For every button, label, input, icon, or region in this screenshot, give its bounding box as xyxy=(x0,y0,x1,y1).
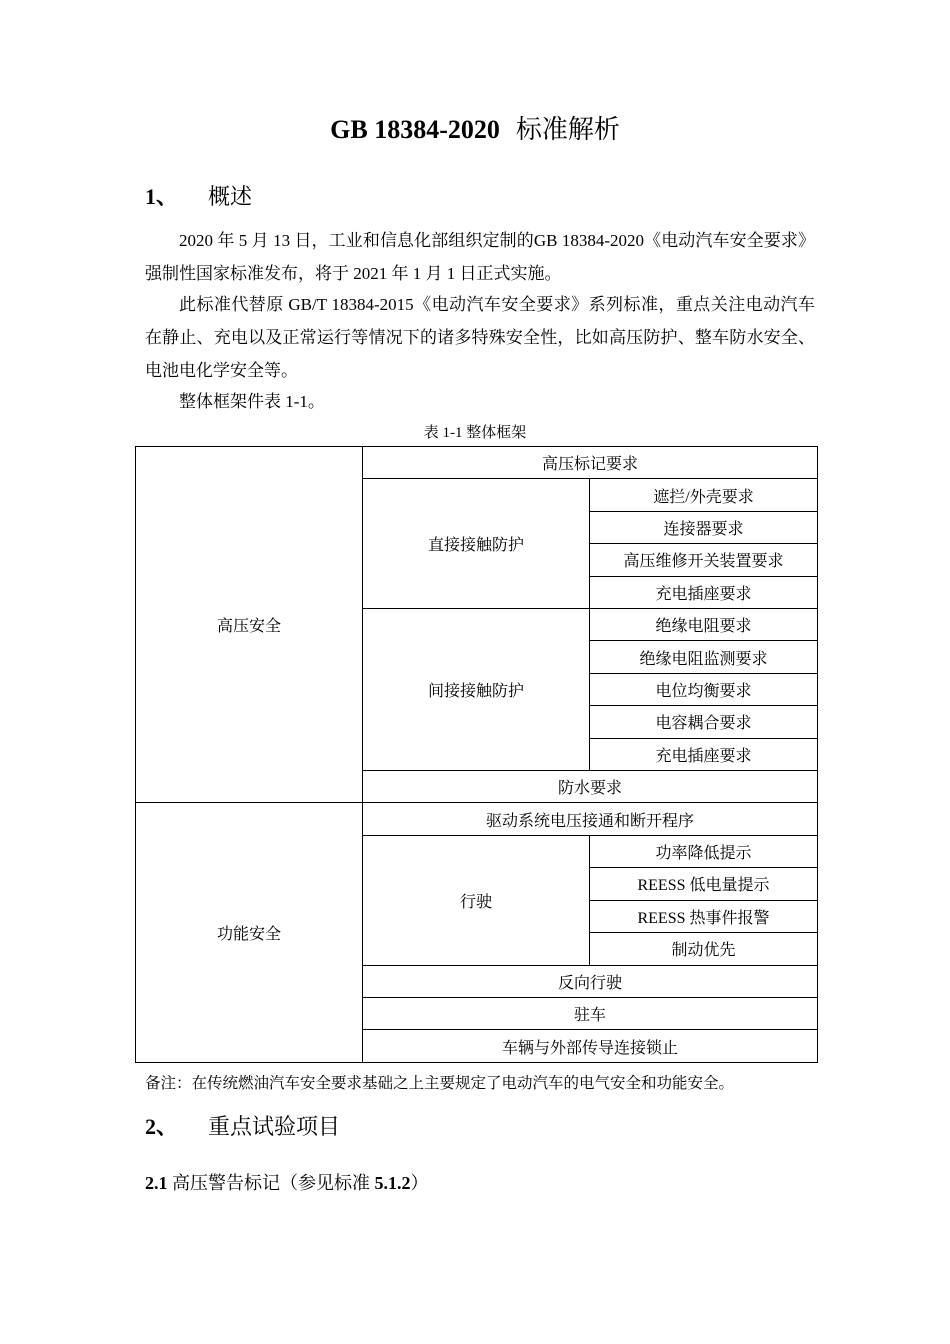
cell-indirect-item: 电位均衡要求 xyxy=(590,673,818,705)
section-2-heading xyxy=(145,1112,340,1142)
cell-reverse-driving: 反向行驶 xyxy=(363,965,818,997)
cell-indirect-item: 充电插座要求 xyxy=(590,738,818,770)
cell-driving: 行驶 xyxy=(363,835,590,965)
framework-table xyxy=(135,446,818,1063)
cell-driving-item: 功率降低提示 xyxy=(590,835,818,867)
cell-drive-system-sequence: 驱动系统电压接通和断开程序 xyxy=(363,803,818,835)
cell-indirect-item: 绝缘电阻要求 xyxy=(590,609,818,641)
cell-indirect-item: 绝缘电阻监测要求 xyxy=(590,641,818,673)
cell-parking: 驻车 xyxy=(363,997,818,1029)
cell-indirect-item: 电容耦合要求 xyxy=(590,706,818,738)
cell-indirect-contact-protection: 间接接触防护 xyxy=(363,609,590,771)
cell-high-voltage-safety: 高压安全 xyxy=(136,447,363,803)
cell-external-connection-lock: 车辆与外部传导连接锁止 xyxy=(363,1030,818,1063)
table-row xyxy=(136,803,818,835)
table-caption: 表 1-1 整体框架 xyxy=(423,425,527,441)
cell-direct-contact-protection: 直接接触防护 xyxy=(363,479,590,609)
cell-driving-item: REESS 热事件报警 xyxy=(590,900,818,932)
cell-driving-item: REESS 低电量提示 xyxy=(590,868,818,900)
section-2-title: 重点试验项目 xyxy=(208,1114,341,1139)
subsection-2-1-heading xyxy=(145,1170,429,1196)
section-1-paragraph-2: 此标准代替原 GB/T 18384-2015《电动汽车安全要求》系列标准，重点关注电动汽车在静止、充电以及正常运行等情况下的诸多特殊安全性，比如高压防护、整车防水安全、电池电化学安全等。 xyxy=(145,295,815,380)
cell-direct-item: 连接器要求 xyxy=(590,511,818,543)
table-note: 备注：在传统燃油汽车安全要求基础之上主要规定了电动汽车的电气安全和功能安全。 xyxy=(145,1075,735,1092)
section-1-title: 概述 xyxy=(208,184,253,209)
subsection-2-1-reference: 5.1.2 xyxy=(374,1173,411,1193)
cell-driving-item: 制动优先 xyxy=(590,933,818,965)
title-text: 标准解析 xyxy=(515,115,620,144)
section-2-number: 2、 xyxy=(145,1114,179,1139)
section-1-heading xyxy=(145,182,252,212)
section-1-paragraph-1: 2020 年 5 月 13 日，工业和信息化部组织定制的GB 18384-2020《电动汽车安全要求》强制性国家标准发布，将于 2021 年 1 月 1 日正式实施。 xyxy=(145,231,815,283)
cell-hv-marking: 高压标记要求 xyxy=(363,447,818,479)
table-row xyxy=(136,447,818,479)
section-1-number: 1、 xyxy=(145,184,179,209)
cell-direct-item: 充电插座要求 xyxy=(590,576,818,608)
subsection-2-1-close: ） xyxy=(410,1173,429,1193)
cell-functional-safety: 功能安全 xyxy=(136,803,363,1063)
subsection-2-1-number: 2.1 xyxy=(145,1173,168,1193)
cell-direct-item: 遮拦/外壳要求 xyxy=(590,479,818,511)
title-code: GB 18384-2020 xyxy=(330,115,500,144)
document-title xyxy=(0,112,950,148)
cell-waterproof: 防水要求 xyxy=(363,771,818,803)
section-1-paragraph-3: 整体框架件表 1-1。 xyxy=(179,392,325,411)
cell-direct-item: 高压维修开关装置要求 xyxy=(590,544,818,576)
subsection-2-1-title: 高压警告标记（参见标准 xyxy=(172,1173,370,1193)
